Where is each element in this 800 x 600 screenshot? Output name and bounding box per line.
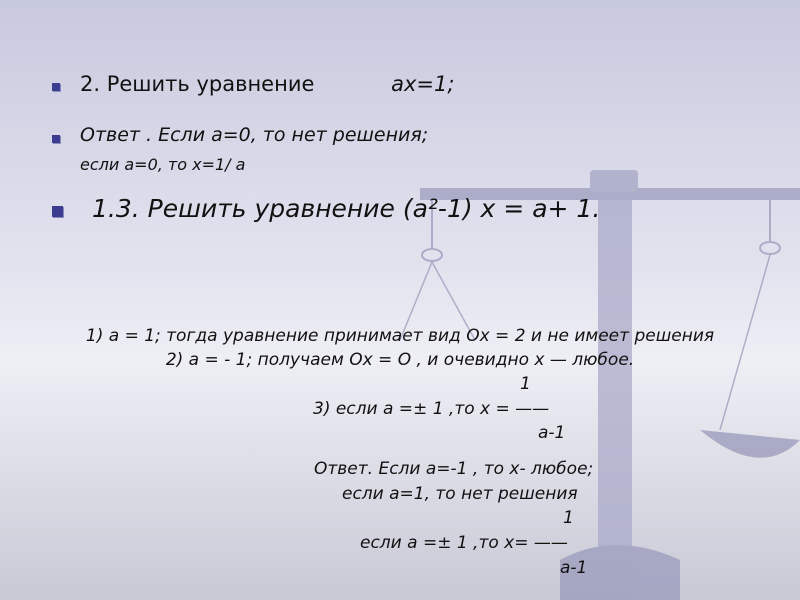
final-answer-line-3: если а =± 1 ,то х= —— <box>360 533 568 553</box>
final-denominator: а-1 <box>560 558 588 578</box>
task-1-3-heading: 1.3. Решить уравнение (а²-1) х = а+ 1. <box>92 194 601 223</box>
solution-line-1: 1) а = 1; тогда уравнение принимает вид Ох = 2 и не имеет решения <box>85 326 715 346</box>
final-answer-line-1: Ответ. Если а=-1 , то х- любое; <box>314 459 594 479</box>
solution-line-2: 2) а = - 1; получаем Ох = О , и очевидно х — любое. <box>165 350 635 370</box>
task-2-heading <box>80 72 454 96</box>
bullet-icon <box>52 206 63 217</box>
bullet-icon <box>52 135 60 143</box>
bullet-icon <box>52 83 60 91</box>
answer-line-2: если а=0, то х=1/ а <box>80 155 246 174</box>
solution-denominator: а-1 <box>538 423 566 443</box>
task-2-equation: ax=1; <box>391 72 455 96</box>
answer-line-1: Ответ . Если a=0, то нет решения; <box>80 124 429 146</box>
solution-numerator: 1 <box>520 374 531 394</box>
final-numerator: 1 <box>563 508 574 528</box>
task-2-text: 2. Решить уравнение <box>80 72 315 96</box>
final-answer-line-2: если а=1, то нет решения <box>342 484 578 504</box>
solution-line-3: 3) если а =± 1 ,то х = —— <box>313 399 550 419</box>
